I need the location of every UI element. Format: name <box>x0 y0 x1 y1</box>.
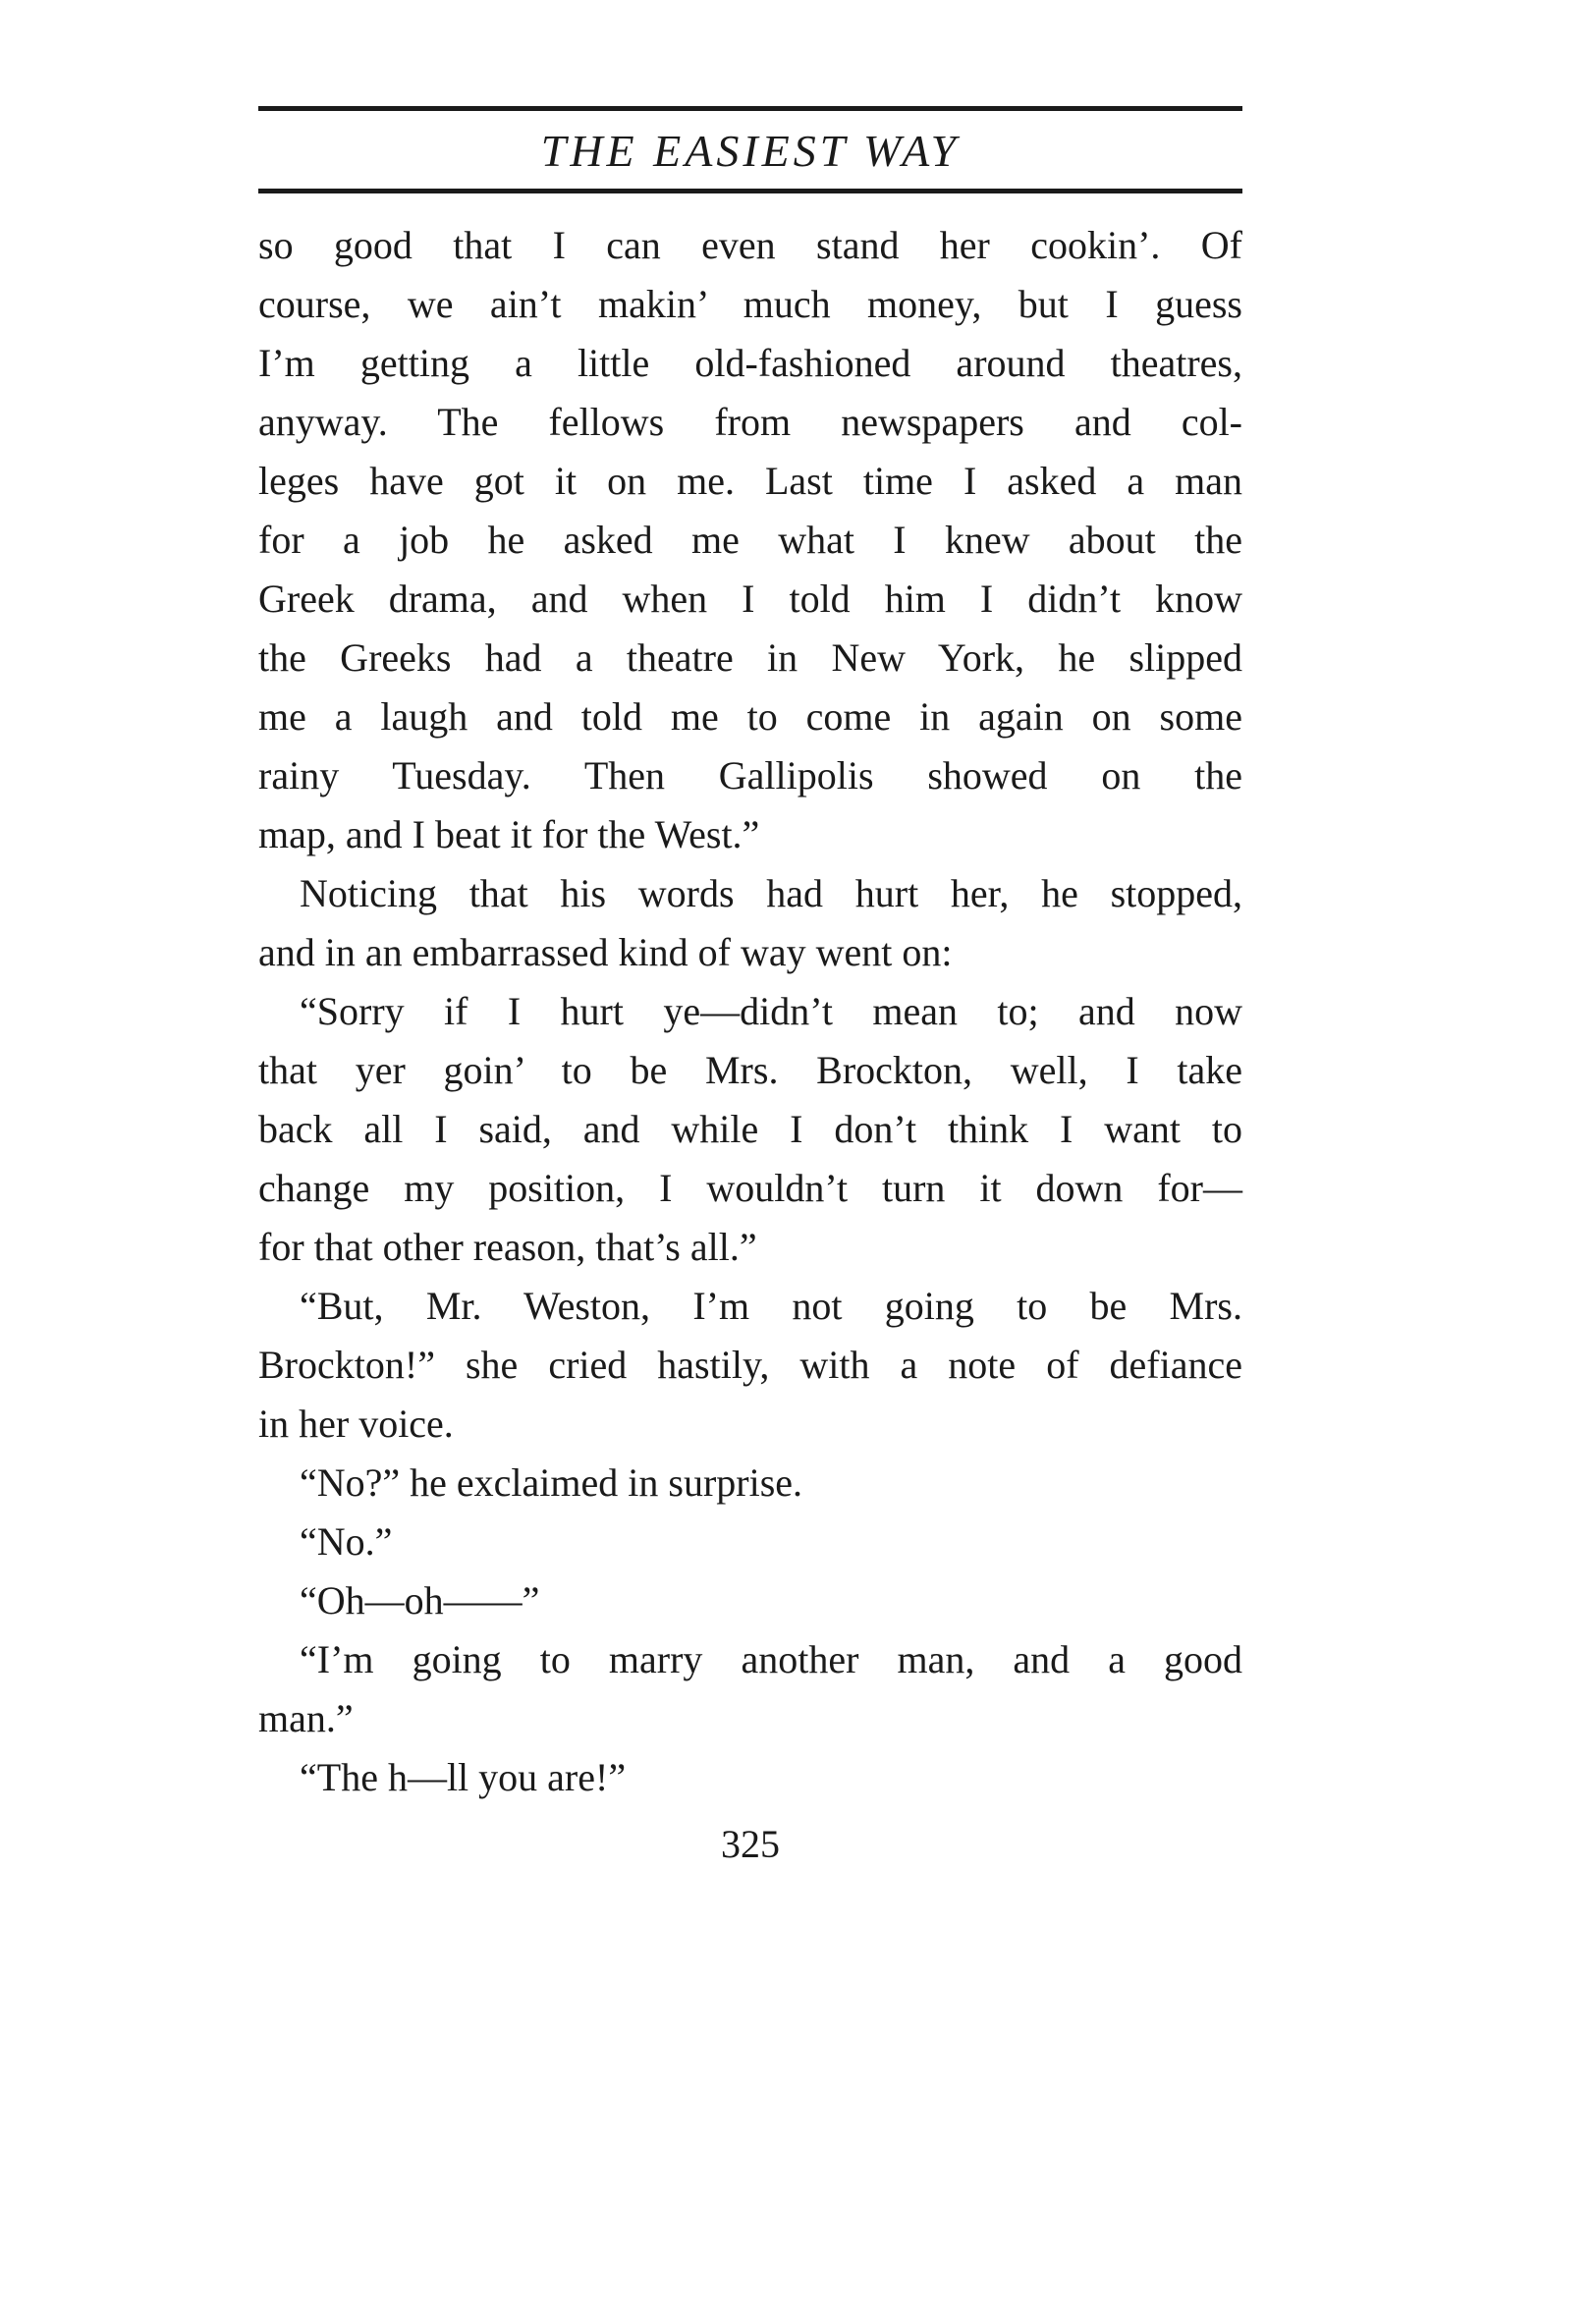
text-line: “No?” he exclaimed in surprise. <box>300 1460 803 1505</box>
text-line: map, and I beat it for the West.” <box>258 812 760 856</box>
text-line: course, we ain’t makin’ much money, but I guess <box>258 282 1242 326</box>
text-line: leges have got it on me. Last time I asked a man <box>258 459 1242 503</box>
text-line: Brockton!” she cried hastily, with a note of defiance <box>258 1343 1242 1387</box>
page-number: 325 <box>721 1822 780 1866</box>
text-line: Noticing that his words had hurt her, he stopped, <box>300 871 1242 915</box>
text-line: that yer goin’ to be Mrs. Brockton, well, I take <box>258 1048 1242 1092</box>
text-line: “Oh—oh——” <box>300 1578 540 1622</box>
text-line: “The h—ll you are!” <box>300 1755 627 1799</box>
text-line: me a laugh and told me to come in again on some <box>258 694 1242 739</box>
text-line: change my position, I wouldn’t turn it down for— <box>258 1166 1242 1210</box>
header-rule-top <box>258 106 1242 111</box>
text-line: for that other reason, that’s all.” <box>258 1225 757 1269</box>
text-line: “No.” <box>300 1519 393 1564</box>
text-line: “But, Mr. Weston, I’m not going to be Mrs. <box>300 1284 1242 1328</box>
body-text <box>258 216 1242 1807</box>
text-line: and in an embarrassed kind of way went on: <box>258 930 953 974</box>
header-rule-bottom <box>258 189 1242 193</box>
text-line: the Greeks had a theatre in New York, he slipped <box>258 635 1242 680</box>
text-line: for a job he asked me what I knew about the <box>258 518 1242 562</box>
text-line: anyway. The fellows from newspapers and col- <box>258 400 1242 444</box>
text-line: Greek drama, and when I told him I didn’t know <box>258 577 1242 621</box>
text-line: back all I said, and while I don’t think I want to <box>258 1107 1242 1151</box>
text-line: “Sorry if I hurt ye—didn’t mean to; and now <box>300 989 1242 1033</box>
text-line: man.” <box>258 1696 354 1740</box>
running-head: THE EASIEST WAY <box>540 126 961 176</box>
text-line: “I’m going to marry another man, and a good <box>300 1637 1242 1681</box>
text-line: rainy Tuesday. Then Gallipolis showed on the <box>258 753 1242 798</box>
text-line: in her voice. <box>258 1402 454 1446</box>
text-line: so good that I can even stand her cookin’. Of <box>258 223 1242 267</box>
text-line: I’m getting a little old-fashioned around theatres, <box>258 341 1242 385</box>
